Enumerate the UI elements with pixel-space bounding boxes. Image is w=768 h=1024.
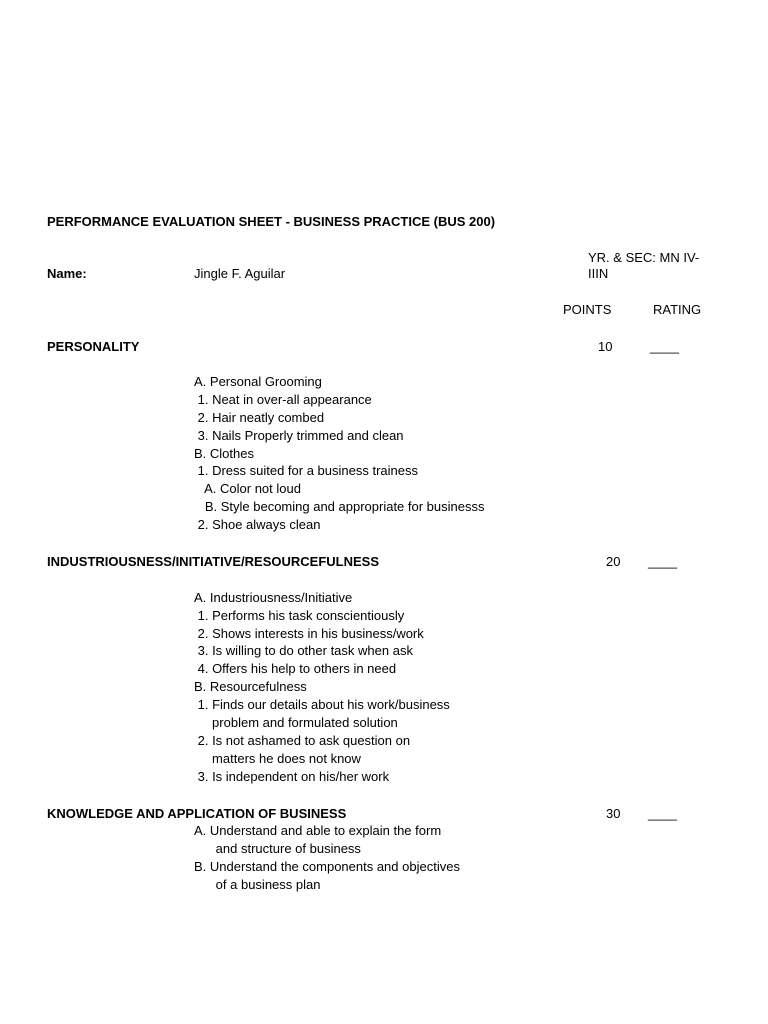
list-item: B. Style becoming and appropriate for businesss — [194, 499, 485, 514]
list-item: B. Understand the components and objectives — [194, 859, 460, 874]
section-rating-blank: ____ — [648, 554, 677, 569]
list-item: 1. Dress suited for a business trainess — [194, 463, 418, 478]
section-points: 30 — [606, 806, 621, 821]
rating-header: RATING — [653, 302, 702, 317]
list-item: 3. Is independent on his/her work — [194, 769, 390, 784]
list-item: 2. Hair neatly combed — [194, 410, 325, 425]
list-item: 2. Is not ashamed to ask question on — [194, 733, 411, 748]
section-rating-blank: ____ — [650, 339, 679, 354]
list-item: and structure of business — [194, 841, 361, 856]
list-item: A. Personal Grooming — [194, 374, 322, 389]
section-points: 10 — [598, 339, 613, 354]
list-item: 3. Is willing to do other task when ask — [194, 643, 413, 658]
section-title: PERSONALITY — [47, 339, 140, 354]
yr-sec-line2: IIIN — [588, 266, 609, 281]
list-item: of a business plan — [194, 877, 321, 892]
section-rating-blank: ____ — [648, 806, 677, 821]
list-item: 2. Shows interests in his business/work — [194, 626, 424, 641]
list-item: B. Resourcefulness — [194, 679, 307, 694]
sheet-title: PERFORMANCE EVALUATION SHEET - BUSINESS PRACTICE (BUS 200) — [47, 214, 496, 229]
list-item: 4. Offers his help to others in need — [194, 661, 397, 676]
section-title: INDUSTRIOUSNESS/INITIATIVE/RESOURCEFULNESS — [47, 554, 380, 569]
list-item: 1. Finds our details about his work/business — [194, 697, 450, 712]
list-item: A. Industriousness/Initiative — [194, 590, 353, 605]
list-item: 2. Shoe always clean — [194, 517, 321, 532]
section-title: KNOWLEDGE AND APPLICATION OF BUSINESS — [47, 806, 347, 821]
list-item: A. Color not loud — [194, 481, 301, 496]
list-item: 1. Neat in over-all appearance — [194, 392, 372, 407]
list-item: problem and formulated solution — [194, 715, 398, 730]
list-item: A. Understand and able to explain the form — [194, 823, 442, 838]
points-header: POINTS — [563, 302, 612, 317]
name-value: Jingle F. Aguilar — [194, 266, 286, 281]
yr-sec-line1: YR. & SEC: MN IV- — [588, 250, 700, 265]
list-item: B. Clothes — [194, 446, 254, 461]
list-item: 3. Nails Properly trimmed and clean — [194, 428, 404, 443]
name-label: Name: — [47, 266, 87, 281]
list-item: 1. Performs his task conscientiously — [194, 608, 405, 623]
section-points: 20 — [606, 554, 621, 569]
list-item: matters he does not know — [194, 751, 361, 766]
